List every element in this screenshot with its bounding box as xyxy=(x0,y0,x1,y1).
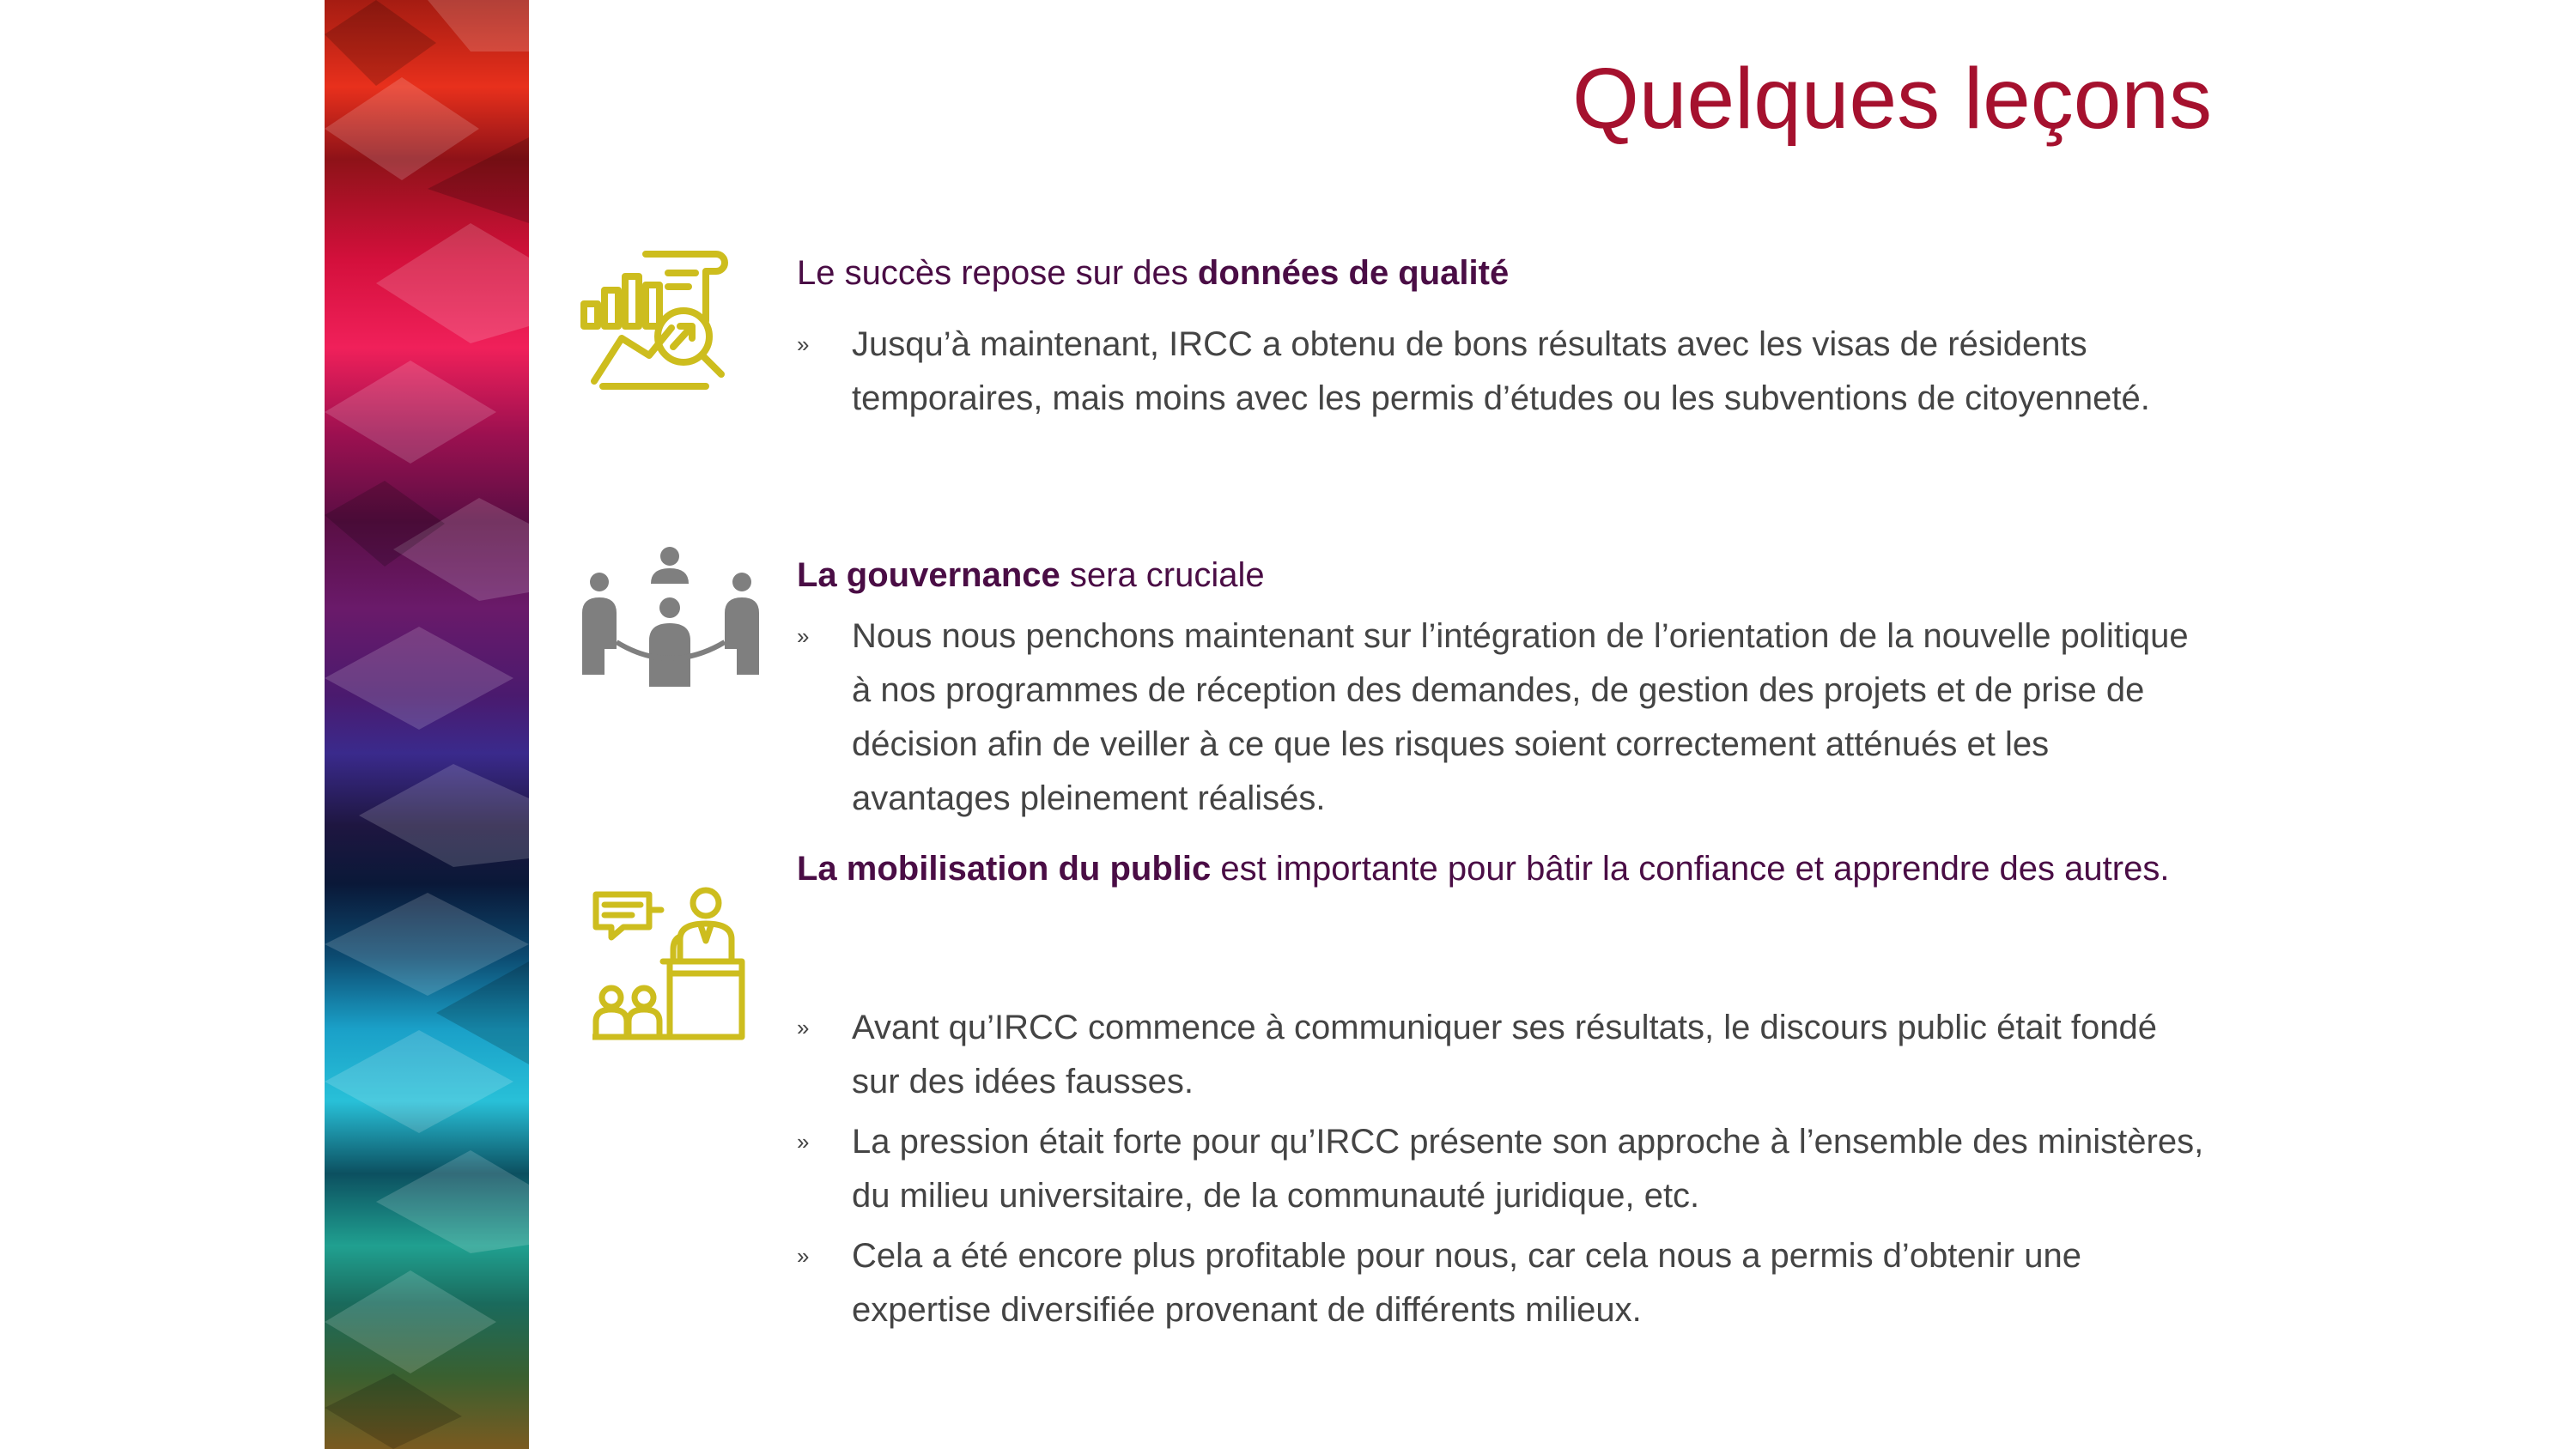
list-item: » Avant qu’IRCC commence à communiquer ses résultats, le discours public était fondé sur des idées fausses. xyxy=(797,1001,2205,1109)
list-item: » Nous nous penchons maintenant sur l’intégration de l’orientation de la nouvelle politique à nos programmes de réception des demandes, de gestion des projets et de prise de décision afin de veiller à ce que les risques soient correctement atténués et les avantages pleinement réalisés. xyxy=(797,609,2205,826)
list-item: » La pression était forte pour qu’IRCC présente son approche à l’ensemble des ministères, du milieu universitaire, de la communauté juridique, etc. xyxy=(797,1115,2205,1223)
bullet-mark: » xyxy=(797,331,810,357)
section-heading-public-engagement: La mobilisation du public est importante pour bâtir la confiance et apprendre des autres. xyxy=(797,850,2170,888)
section-heading-governance: La gouvernance sera cruciale xyxy=(797,556,1265,594)
bullet-list-data-quality xyxy=(797,318,2205,426)
bullet-mark: » xyxy=(797,1129,810,1155)
meeting-table-icon xyxy=(579,546,764,687)
decorative-side-banner xyxy=(325,0,529,1449)
page-title: Quelques leçons xyxy=(1572,51,2212,147)
bullet-list-governance xyxy=(797,609,2205,826)
bullet-mark: » xyxy=(797,1015,810,1040)
list-item: » Cela a été encore plus profitable pour nous, car cela nous a permis d’obtenir une expertise diversifiée provenant de différents milieux. xyxy=(797,1229,2205,1337)
bullet-list-public-engagement xyxy=(797,1001,2205,1337)
banner-pattern xyxy=(325,0,529,1449)
bullet-mark: » xyxy=(797,623,810,649)
list-item: » Jusqu’à maintenant, IRCC a obtenu de bons résultats avec les visas de résidents temporaires, mais moins avec les permis d’études ou les subventions de citoyenneté. xyxy=(797,318,2205,426)
data-analysis-icon xyxy=(577,242,732,397)
bullet-mark: » xyxy=(797,1243,810,1269)
section-heading-data-quality: Le succès repose sur des données de qualité xyxy=(797,254,1510,292)
public-speaker-icon xyxy=(592,886,747,1040)
